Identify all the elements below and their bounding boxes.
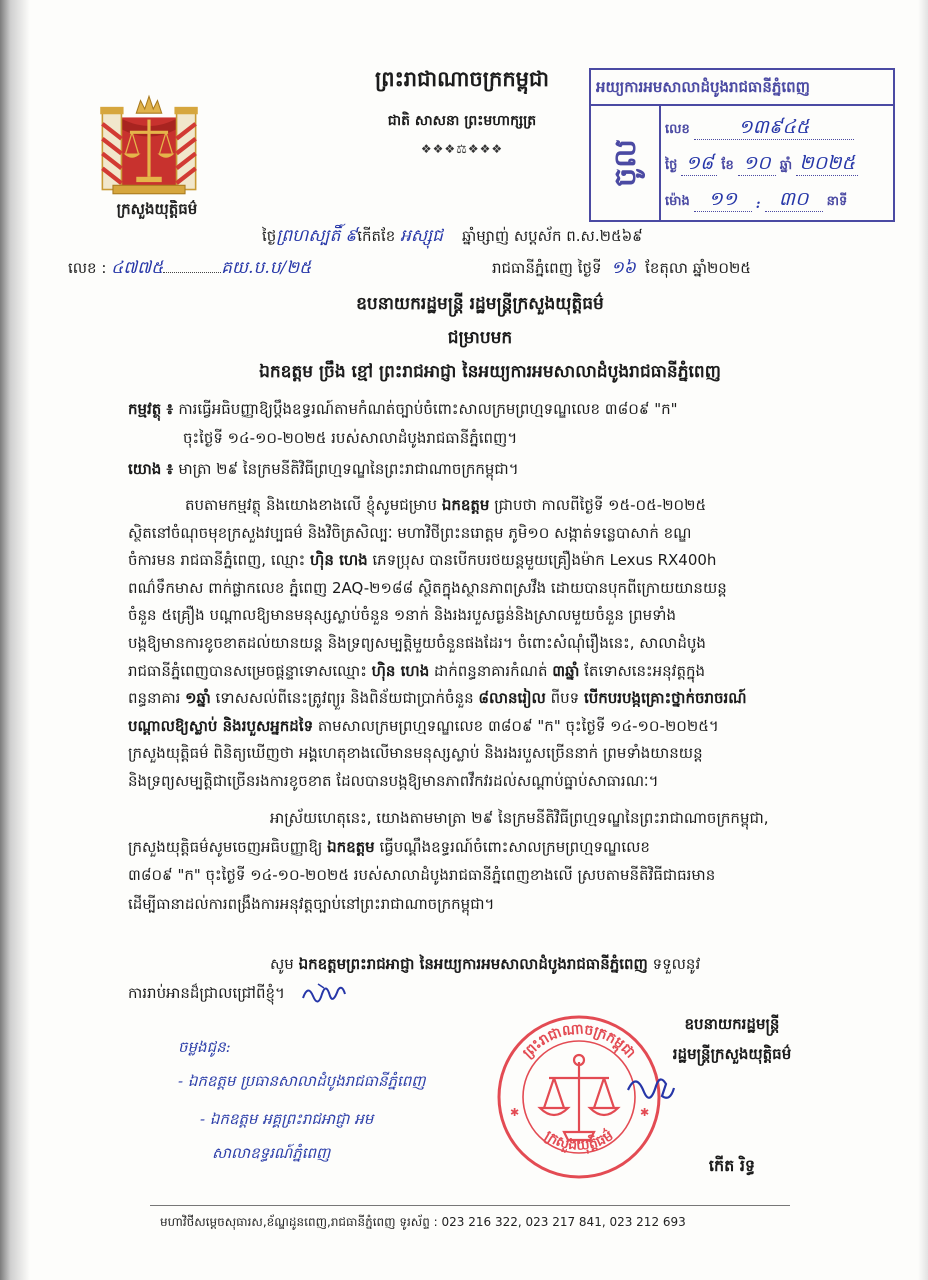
text-segment: ពន្ធនាគារ: [128, 689, 186, 708]
letter-day: ១៦: [610, 258, 636, 278]
stamp-minute-value: ៣០: [765, 187, 823, 212]
stamp-day-label: ថ្ងៃ: [665, 158, 678, 173]
stamp-time-row: [665, 182, 891, 216]
reference-separator: ៖: [161, 460, 179, 478]
closing-paragraph: [128, 950, 868, 1007]
text-segment: ចំការមន រាជធានីភ្នំពេញ, ឈ្មោះ: [128, 551, 311, 570]
stamp-month-label: ខែ: [721, 158, 734, 173]
text-line: [128, 547, 866, 575]
reference-label: យោង: [128, 460, 162, 478]
subject-line-continued: ចុះថ្ងៃទី ១៤-១០-២០២៥ របស់សាលាដំបូងរាជធានីភ្នំពេញ។: [183, 429, 518, 447]
text-line: [128, 630, 866, 658]
stamp-time-label: ម៉ោង: [665, 194, 690, 209]
copy-to-item: - ឯកឧត្តម អគ្គព្រះរាជអាជ្ញា អម: [200, 1110, 374, 1128]
text-line: [128, 520, 866, 548]
text-segment: ៣៨០៩ "ក" ចុះថ្ងៃទី ១៤-១០-២០២៥ របស់សាលាដំបូងរាជធានីភ្នំពេញខាងលើ ស្របតាមនីតិវិធីជាធរមាន: [128, 866, 716, 884]
stamp-day-value: ១៨: [681, 151, 717, 176]
lunar-weekday: ព្រហស្បតិ៍: [276, 226, 341, 246]
stamp-number-label: លេខ: [665, 122, 690, 137]
stamp-year-value: ២០២៥: [796, 151, 858, 176]
ref-label: លេខ :: [68, 259, 107, 277]
emphasis-text: ឯកឧត្តម: [441, 496, 490, 514]
text-line: [128, 979, 866, 1008]
text-line: [128, 602, 866, 630]
text-line: [128, 740, 866, 768]
sender-title: ឧបនាយករដ្ឋមន្ត្រី រដ្ឋមន្ត្រីក្រសួងយុត្តិធម៌: [356, 294, 604, 314]
receipt-stamp: [589, 68, 895, 222]
reference-line: [128, 455, 868, 483]
kingdom-heading: ព្រះរាជាណាចក្រកម្ពុជា: [374, 67, 549, 91]
text-segment: តបតាមកម្មវត្ថុ និងយោងខាងលើ ខ្ញុំសូមជម្រាប: [185, 496, 442, 514]
emphasis-text: ៨លានរៀល: [478, 689, 546, 708]
text-segment: ក្រសួងយុត្តិធម៌ ពិនិត្យឃើញថា អង្គហេតុខាងលើមានមនុស្សស្លាប់ និងរងរបួសច្រើននាក់ ព្រមទាំងយានយន្ត: [128, 744, 703, 763]
emphasis-text: ៣ឆ្នាំ: [552, 661, 580, 680]
national-motto: ជាតិ សាសនា ព្រះមហាក្សត្រ: [387, 113, 537, 129]
copy-to-label: ចម្លងជូន:: [178, 1038, 231, 1056]
text-segment: អាស្រ័យហេតុនេះ, យោងតាមមាត្រា ២៩ នៃក្រមនីតិវិធីព្រហ្មទណ្ឌនៃព្រះរាជាណាចក្រកម្ពុជា,: [270, 809, 769, 827]
emphasis-text: ហ៊ិន ហេង: [310, 551, 368, 570]
stamp-month-value: ១០: [738, 151, 776, 176]
text-line: [128, 492, 866, 520]
stamp-incoming-label: ចូល: [608, 139, 643, 187]
text-line: [128, 950, 866, 979]
stamp-year-label: ឆ្នាំ: [779, 158, 793, 173]
text-segment: ចំនួន ៥គ្រឿង បណ្តាលឱ្យមានមនុស្សស្លាប់ចំនួន ១នាក់ និងរងរបួសធ្ងន់និងស្រាលមួយចំនួន ព្រមទាំង: [128, 606, 676, 625]
text-segment: ស្ថិតនៅចំណុចមុខក្រសួងវប្បធម៌ និងវិចិត្រសិល្បៈ មហាវិថីព្រះនរោត្តម ភូមិ១០ សង្កាត់ទន្លេបាសាក់ ខណ្ឌ: [128, 523, 692, 542]
reference-number-line: [68, 254, 338, 282]
copy-to-item: សាលាឧទ្ធរណ៍ភ្នំពេញ: [212, 1144, 331, 1162]
text-segment: ក្រសួងយុត្តិធម៌សូមចេញអធិបញ្ញាឱ្យ: [128, 837, 328, 856]
salutation: ជម្រាបមក: [447, 328, 513, 348]
text-segment: ដាក់ពន្ធនាគារកំណត់: [429, 661, 553, 680]
text-segment: ភេទប្រុស បានបើកបរថយន្តមួយគ្រឿងម៉ាក Lexus RX400h: [367, 551, 717, 570]
text-segment: ការរាប់អានដ៏ជ្រាលជ្រៅពីខ្ញុំ។: [128, 983, 285, 1002]
subject-text: ការធ្វើអធិបញ្ញាឱ្យប្តឹងឧទ្ធរណ៍តាមកំណត់ច្បាប់ចំពោះសាលក្រមព្រហ្មទណ្ឌលេខ ៣៨០៩ "ក": [178, 400, 678, 418]
body-paragraph-1: [128, 492, 868, 796]
seal-bottom-text: ក្រសួងយុត្តិធម៌: [541, 1127, 617, 1154]
svg-text:✱: ✱: [640, 1106, 650, 1119]
text-segment: ដើម្បីធានាដល់ការពង្រឹងការអនុវត្តច្បាប់នៅព្រះរាជាណាចក្រកម្ពុជា។: [128, 894, 495, 913]
text-segment: រាជធានីភ្នំពេញបានសម្រេចផ្តន្ទាទោសឈ្មោះ: [128, 661, 372, 680]
text-line: [128, 685, 866, 713]
text-line: [128, 768, 866, 796]
stamp-incoming-column: [591, 106, 661, 220]
ornament-divider: ❖❖❖⚖❖❖❖: [420, 142, 504, 156]
text-segment: និងទ្រព្យសម្បត្តិជាច្រើនរងការខូចខាត ដែលបានបង្កឱ្យមានភាពវឹកវរដល់សណ្តាប់ធ្នាប់សាធារណៈ។: [128, 771, 659, 790]
ref-number: ៤៧៧៥: [111, 258, 164, 278]
text-line: [128, 804, 866, 833]
copy-to-item: - ឯកឧត្តម ប្រធានសាលាដំបូងរាជធានីភ្នំពេញ: [178, 1072, 426, 1090]
subject-label: កម្មវត្ថុ: [128, 400, 162, 418]
emphasis-text: ឯកឧត្តមព្រះរាជអាជ្ញា នៃអយ្យការអមសាលាដំបូងរាជធានីភ្នំពេញ: [298, 955, 648, 973]
emphasis-text: បើកបរបង្កគ្រោះថ្នាក់ចរាចរណ៍: [583, 689, 747, 708]
text-segment: ធ្វើបណ្តឹងឧទ្ធរណ៍ចំពោះសាលក្រមព្រហ្មទណ្ឌលេខ: [374, 837, 650, 856]
text-segment: ពណ៌ទឹកមាស ពាក់ផ្លាកលេខ ភ្នំពេញ 2AQ-២១៨៨ ស្ថិតក្នុងស្ថានភាពស្រវឹង ដោយបានបុកពីក្រោយយានយន្ត: [128, 578, 727, 597]
text-segment: សូម: [270, 955, 299, 973]
ministry-name: ក្រសួងយុត្តិធម៌: [116, 200, 198, 218]
signatory-title-2: រដ្ឋមន្ត្រីក្រសួងយុត្តិធម៌: [672, 1045, 792, 1063]
body-paragraph-2: [128, 804, 868, 918]
signatory-title-1: ឧបនាយករដ្ឋមន្ត្រី: [684, 1015, 780, 1033]
lunar-prefix: ថ្ងៃ: [262, 227, 277, 245]
text-line: [128, 658, 866, 686]
stamp-time-separator: :: [755, 197, 761, 212]
footer-phones: 023 216 322, 023 217 841, 023 212 693: [441, 1215, 686, 1229]
text-line: [128, 861, 866, 890]
lunar-day: ៩: [345, 226, 358, 246]
text-line: [128, 575, 866, 603]
lunar-suffix: ឆ្នាំម្សាញ់ សប្តស័ក ព.ស.២៥៦៩: [462, 227, 643, 245]
handwritten-signature: [622, 1066, 678, 1114]
ministry-of-justice-emblem-icon: [96, 92, 202, 198]
text-line: [128, 890, 866, 919]
stamp-minute-label: នាទី: [826, 194, 848, 209]
text-segment: ជ្រាបថា កាលពីថ្ងៃទី ១៥-០៥-២០២៥: [489, 496, 707, 514]
svg-text:✱: ✱: [510, 1106, 520, 1119]
text-segment: ទទួលនូវ: [647, 955, 701, 973]
footer-divider: [150, 1205, 790, 1206]
subject-separator: ៖: [161, 400, 179, 418]
text-segment: តាមសាលក្រមព្រហ្មទណ្ឌលេខ ៣៨០៩ "ក" ចុះថ្ងៃទី ១៤-១០-២០២៥។: [313, 716, 719, 735]
lunar-month: អស្សុជ: [400, 226, 443, 246]
text-line: [128, 713, 866, 741]
emphasis-text: ឯកឧត្តម: [327, 837, 375, 856]
seal-top-text: ព្រះរាជាណាចក្រកម្ពុជា: [519, 1021, 639, 1062]
text-segment: តែទោសនេះអនុវត្តក្នុង: [579, 661, 706, 680]
place-date-line: [492, 254, 864, 282]
text-segment: បង្កឱ្យមានការខូចខាតដល់យានយន្ត និងទ្រព្យសម្បត្តិមួយចំនួនផងដែរ។ ចំពោះសំណុំរឿងនេះ, សាលាដំបូង: [128, 633, 706, 652]
lunar-mid: កើតខែ: [357, 227, 396, 245]
subject-line: [128, 395, 868, 423]
signatory-name: កើត រិទ្ធ: [708, 1156, 756, 1175]
lunar-date-line: [262, 222, 862, 250]
stamp-hour-value: ១១: [694, 187, 752, 212]
footer-contact: [160, 1211, 780, 1233]
emphasis-text: ១ឆ្នាំ: [185, 689, 211, 708]
handwritten-initials-mark: [300, 978, 348, 1008]
scan-edge-shadow-right: [918, 0, 928, 1280]
place-suffix: ខែតុលា ឆ្នាំ២០២៥: [645, 259, 751, 277]
dotted-leader: [163, 272, 221, 273]
recipient-title: ឯកឧត្តម ច្រឹង ខ្មៅ ព្រះរាជអាជ្ញា នៃអយ្យការអមសាលាដំបូងរាជធានីភ្នំពេញ: [259, 362, 721, 382]
stamp-number-row: [665, 110, 891, 144]
emphasis-text: បណ្តាលឱ្យស្លាប់ និងរបួសអ្នកដទៃ: [128, 716, 314, 735]
place-prefix: រាជធានីភ្នំពេញ ថ្ងៃទី: [492, 259, 602, 277]
emphasis-text: ហ៊ិន ហេង: [371, 661, 430, 680]
ref-suffix: គយ.ប.ប/២៥: [221, 258, 312, 278]
text-segment: ទោសសល់ពីនេះត្រូវព្យួរ និងពិន័យជាប្រាក់ចំនួន: [210, 689, 479, 708]
reference-text: មាត្រា ២៩ នៃក្រមនីតិវិធីព្រហ្មទណ្ឌនៃព្រះរាជាណាចក្រកម្ពុជា។: [178, 460, 519, 478]
scan-edge-shadow: [0, 0, 30, 1280]
stamp-date-row: [665, 146, 891, 180]
text-segment: ពីបទ: [545, 689, 584, 708]
stamp-office-name: អយ្យការអមសាលាដំបូងរាជធានីភ្នំពេញ: [591, 70, 893, 106]
text-line: [128, 833, 866, 862]
footer-address: មហាវិថីសម្តេចសុធារស,ខ័ណ្ឌដូនពេញ,រាជធានីភ្នំពេញ ទូរស័ព្ទ :: [160, 1215, 442, 1229]
stamp-number-value: ១៣៩៤៥: [694, 115, 854, 140]
